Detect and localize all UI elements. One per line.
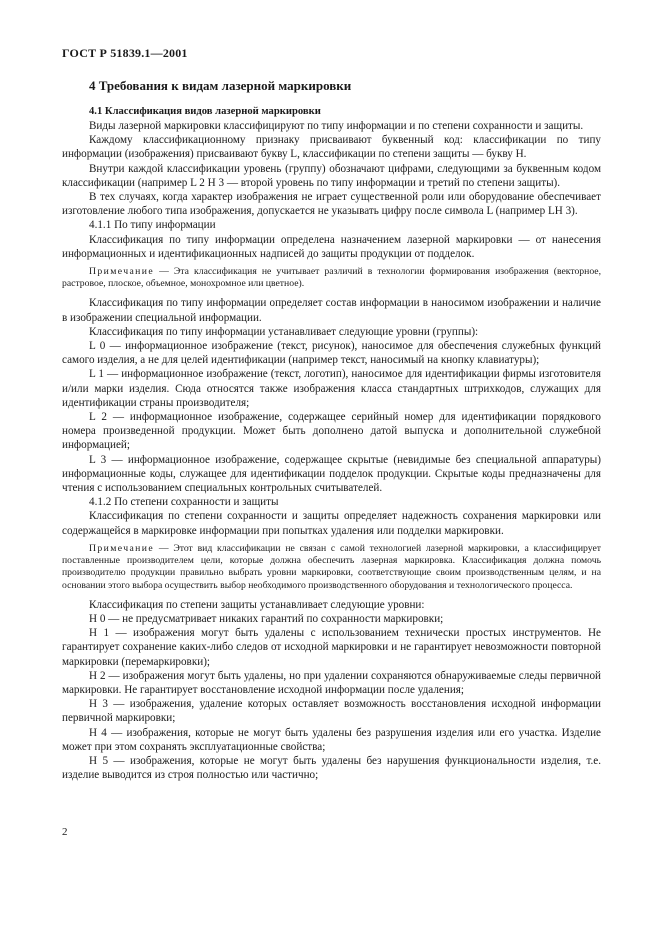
subsection-title: 4.1 Классификация видов лазерной маркировки xyxy=(89,106,321,117)
page-number: 2 xyxy=(62,826,68,838)
paragraph: В тех случаях, когда характер изображения не играет существенной роли или оборудование обеспечивает изготовление любого типа изображения, допускается не указывать цифру после символа L (например LH 3). xyxy=(62,191,601,218)
note xyxy=(62,266,601,290)
note-text: — Эта классификация не учитывает различий в технологии формирования изображения (векторное, растровое, плоское, объемное, монохромное или цветное). xyxy=(62,266,601,290)
paragraph: Классификация по степени защиты устанавливает следующие уровни: xyxy=(89,598,425,611)
paragraph: Классификация по степени сохранности и защиты определяет надежность сохранения маркировки или содержащейся в маркировке информации при попытках удаления или подделки маркировки. xyxy=(62,510,601,537)
level-item: L 2 — информационное изображение, содержащее серийный номер для идентификации порядкового номера произведенной продукции. Может быть дополнено датой выпуска и дополнительной служебной информацией; xyxy=(62,411,601,452)
level-item: L 0 — информационное изображение (текст, рисунок), наносимое для обеспечения служебных функций самого изделия, а не для целей идентификации (например текст, наносимый на кнопку клавиатуры); xyxy=(62,340,601,367)
paragraph: Классификация по типу информации устанавливает следующие уровни (группы): xyxy=(89,325,479,338)
note-label: Примечание xyxy=(89,542,155,554)
item-title: 4.1.2 По степени сохранности и защиты xyxy=(89,496,279,509)
level-item: Н 1 — изображения могут быть удалены с использованием технически простых инструментов. Не гарантирует сохранение каких-либо следов от исходной маркировки и не гарантирует невозможности повторной маркировки (перемаркировки); xyxy=(62,627,601,668)
paragraph: Каждому классификационному признаку присваивают буквенный код: классификации по типу информации (изображения) присваивают букву L, классификации по степени защиты — букву Н. xyxy=(62,134,601,161)
section-title: 4 Требования к видам лазерной маркировки xyxy=(89,78,352,93)
level-item: Н 0 — не предусматривает никаких гарантий по сохранности маркировки; xyxy=(89,612,444,625)
paragraph: Классификация по типу информации определяет состав информации в наносимом изображении и наличие в изображении специальной информации. xyxy=(62,297,601,324)
level-item: L 1 — информационное изображение (текст, логотип), наносимое для идентификации фирмы изготовителя и/или марки изделия. Сюда относятся также изображения класса стандартных штрихкодов, служащих для идентификации страны производителя; xyxy=(62,368,601,409)
standard-header: ГОСТ Р 51839.1—2001 xyxy=(62,46,188,60)
level-item: Н 3 — изображения, удаление которых оставляет возможность восстановления исходной информации первичной маркировки; xyxy=(62,698,601,725)
page-content xyxy=(62,78,601,782)
note-text: — Этот вид классификации не связан с самой технологией лазерной маркировки, а классифицирует поставленные производителем цели, которые должна обеспечить лазерная маркировка. Классификация должна помочь производителю продукции правильно выбрать уровни маркировки, соответствующие своим производственным целям, и на основании этого выбора осуществить выбор необходимого производственного оборудования и технологического процесса. xyxy=(62,542,601,591)
level-item: Н 2 — изображения могут быть удалены, но при удалении сохраняются обнаруживаемые следы первичной маркировки. Не гарантирует восстановление исходной информации после удаления; xyxy=(62,669,601,696)
level-item: L 3 — информационное изображение, содержащее скрытые (невидимые без специальной аппаратуры) информационные коды, служащее для идентификации подделок продукции. Скрытые коды предназначены для чтения с использованием специальных контрольных считывателей. xyxy=(62,453,601,495)
paragraph: Виды лазерной маркировки классифицируют по типу информации и по степени сохранности и защиты. xyxy=(89,120,584,132)
level-item: Н 5 — изображения, которые не могут быть удалены без нарушения функциональности изделия, т.е. изделие выводится из строя полностью или частично; xyxy=(62,754,601,782)
paragraph: Классификация по типу информации определена назначением лазерной маркировки — от нанесения информационных и идентификационных надписей до защиты продукции от подделок. xyxy=(62,233,601,260)
note-label: Примечание xyxy=(89,266,155,278)
paragraph: Внутри каждой классификации уровень (группу) обозначают цифрами, следующими за буквенным кодом классификации (например L 2 Н 3 — второй уровень по типу информации и третий по степени защиты). xyxy=(62,162,601,189)
item-title: 4.1.1 По типу информации xyxy=(89,219,216,232)
level-item: Н 4 — изображения, которые не могут быть удалены без разрушения изделия или его участка. Изделие может при этом сохранять эксплуатационные свойства; xyxy=(62,726,601,753)
note xyxy=(62,543,601,592)
